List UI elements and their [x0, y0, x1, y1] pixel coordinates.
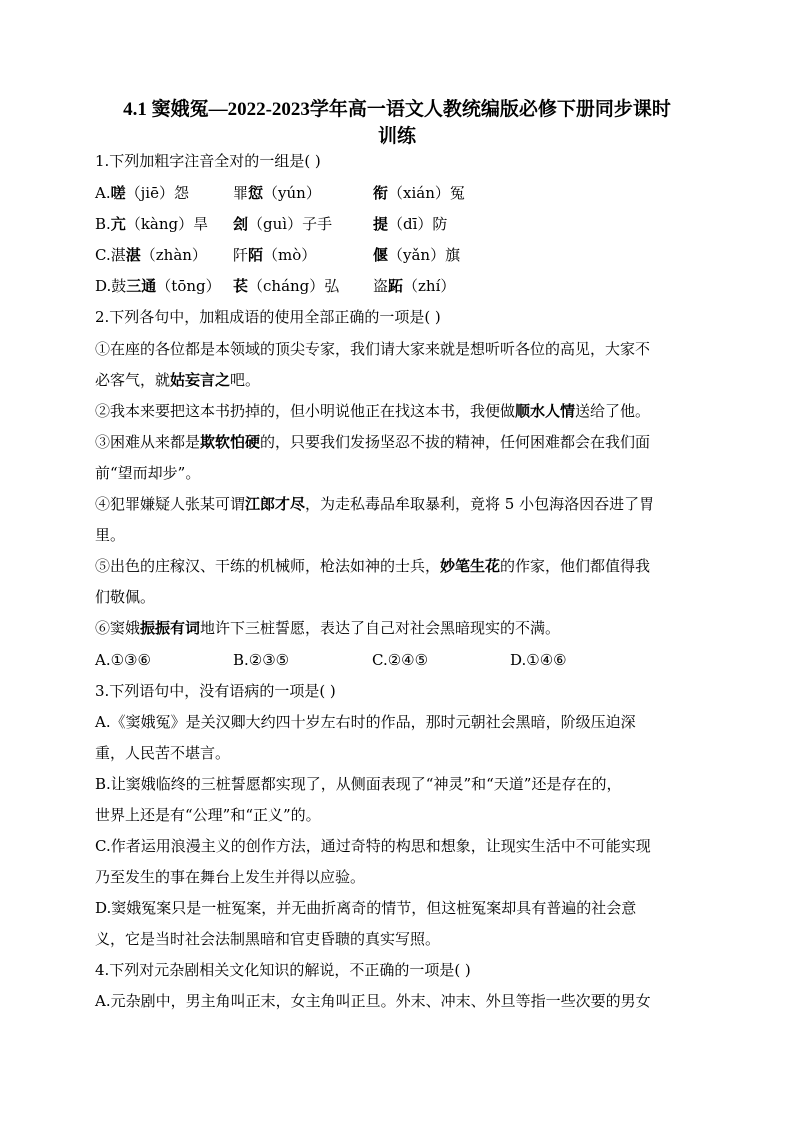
document-page: 4.1 窦娥冤—2022-2023学年高一语文人教统编版必修下册同步课时 训练 1.下列加粗字注音全对的一组是( ) A.嗟（jiē）怨 罪愆（yún） 衔（xián）冤 B.亢（kàng）旱 刽（guì）子手 提（dī）防 C.湛湛（zhàn） 阡陌（mò） 偃（yǎn）旗 D.鼓三通（tōng） 苌（cháng）弘 盗跖（zhí） 2.下列各句中，加粗成语的使用全部正确的一项是( ) ①在座的各位都是本领域的顶尖专家，我们请大家来就是想听听各位的高见，大家不 必客气，就姑妄言之吧。 ②我本来要把这本书扔掉的，但小明说他正在找这本书，我便做顺水人情送给了他。 ③困难从来都是欺软怕硬的，只要我们发扬坚忍不拔的精神，任何困难都会在我们面 前“望而却步”。 ④犯罪嫌疑人张某可谓江郎才尽，为走私毒品牟取暴利，竟将 5 小包海洛因吞进了胃 里。 ⑤出色的庄稼汉、干练的机械师，枪法如神的士兵，妙笔生花的作家，他们都值得我 们敬佩。 ⑥窦娥振振有词地许下三桩誓愿，表达了自己对社会黑暗现实的不满。 A.①③⑥ B.②③⑤ C.②④⑤ D.①④⑥ 3.下列语句中，没有语病的一项是( ) A.《窦娥冤》是关汉卿大约四十岁左右时的作品，那时元朝社会黑暗，阶级压迫深 重，人民苦不堪言。 B.让窦娥临终的三桩誓愿都实现了，从侧面表现了“神灵”和“天道”还是存在的， 世界上还是有“公理”和“正义”的。 C.作者运用浪漫主义的创作方法，通过奇特的构思和想象，让现实生活中不可能实现 乃至发生的事在舞台上发生并得以应验。 D.窦娥冤案只是一桩冤案，并无曲折离奇的情节，但这桩冤案却具有普遍的社会意 义，它是当时社会法制黑暗和官吏昏聩的真实写照。 4.下列对元杂剧相关文化知识的解说，不正确的一项是( ) A.元杂剧中，男主角叫正末，女主角叫正旦。外末、冲末、外旦等指一些次要的男女	[0, 0, 794, 1123]
q3-option-a-line-2: 重，人民苦不堪言。	[95, 744, 231, 762]
q2-sentence-5-line-1: ⑤出色的庄稼汉、干练的机械师，枪法如神的士兵，妙笔生花的作家，他们都值得我	[95, 557, 651, 575]
document-title	[95, 96, 699, 150]
title-line-1: 4.1 窦娥冤—2022-2023学年高一语文人教统编版必修下册同步课时	[123, 99, 671, 120]
bold-idiom: 妙笔生花	[440, 557, 501, 575]
q3-option-c-line-2: 乃至发生的事在舞台上发生并得以应验。	[95, 868, 366, 886]
q2-option-b: B.②③⑤	[233, 651, 290, 669]
q2-option-c: C.②④⑤	[372, 651, 429, 669]
q2-sentence-1-line-1: ①在座的各位都是本领域的顶尖专家，我们请大家来就是想听听各位的高见，大家不	[95, 340, 651, 358]
bold-idiom: 欺软怕硬	[200, 433, 261, 451]
q3-option-d-line-1: D.窦娥冤案只是一桩冤案，并无曲折离奇的情节，但这桩冤案却具有普遍的社会意	[95, 899, 637, 917]
option-letter: B.	[95, 215, 111, 233]
title-line-2: 训练	[377, 126, 416, 147]
bold-idiom: 振振有词	[140, 619, 201, 637]
q3-option-a-line-1: A.《窦娥冤》是关汉卿大约四十岁左右时的作品，那时元朝社会黑暗，阶级压迫深	[95, 713, 636, 731]
q2-sentence-1-line-2: 必客气，就姑妄言之吧。	[95, 371, 261, 389]
q2-sentence-3-line-2: 前“望而却步”。	[95, 464, 201, 482]
option-letter: C.	[95, 246, 111, 264]
q2-sentence-2: ②我本来要把这本书扔掉的，但小明说他正在找这本书，我便做顺水人情送给了他。	[95, 402, 651, 420]
q4-option-a-line-1: A.元杂剧中，男主角叫正末，女主角叫正旦。外末、冲末、外旦等指一些次要的男女	[95, 992, 651, 1010]
q4-stem: 4.下列对元杂剧相关文化知识的解说，不正确的一项是( )	[95, 961, 471, 979]
q2-sentence-5-line-2: 们敬佩。	[95, 588, 156, 606]
q2-sentence-4-line-1: ④犯罪嫌疑人张某可谓江郎才尽，为走私毒品牟取暴利，竟将 5 小包海洛因吞进了胃	[95, 495, 655, 513]
q3-option-b-line-2: 世界上还是有“公理”和“正义”的。	[95, 806, 321, 824]
q3-option-d-line-2: 义，它是当时社会法制黑暗和官吏昏聩的真实写照。	[95, 930, 441, 948]
q3-option-b-line-1: B.让窦娥临终的三桩誓愿都实现了，从侧面表现了“神灵”和“天道”还是存在的，	[95, 775, 622, 793]
q3-option-c-line-1: C.作者运用浪漫主义的创作方法，通过奇特的构思和想象，让现实生活中不可能实现	[95, 837, 651, 855]
option-letter: A.	[95, 184, 111, 202]
option-letter: D.	[95, 277, 112, 295]
q2-option-d: D.①④⑥	[510, 651, 567, 669]
q2-sentence-6: ⑥窦娥振振有词地许下三桩誓愿，表达了自己对社会黑暗现实的不满。	[95, 619, 561, 637]
q3-stem: 3.下列语句中，没有语病的一项是( )	[95, 682, 336, 700]
q2-option-a: A.①③⑥	[95, 651, 151, 669]
q2-sentence-4-line-2: 里。	[95, 526, 126, 544]
bold-idiom: 江郎才尽	[245, 495, 306, 513]
bold-idiom: 顺水人情	[515, 402, 576, 420]
q1-stem: 1.下列加粗字注音全对的一组是( )	[95, 152, 321, 170]
q2-stem: 2.下列各句中，加粗成语的使用全部正确的一项是( )	[95, 308, 441, 326]
q2-sentence-3-line-1: ③困难从来都是欺软怕硬的，只要我们发扬坚忍不拔的精神，任何困难都会在我们面	[95, 433, 651, 451]
bold-idiom: 姑妄言之	[170, 371, 231, 389]
